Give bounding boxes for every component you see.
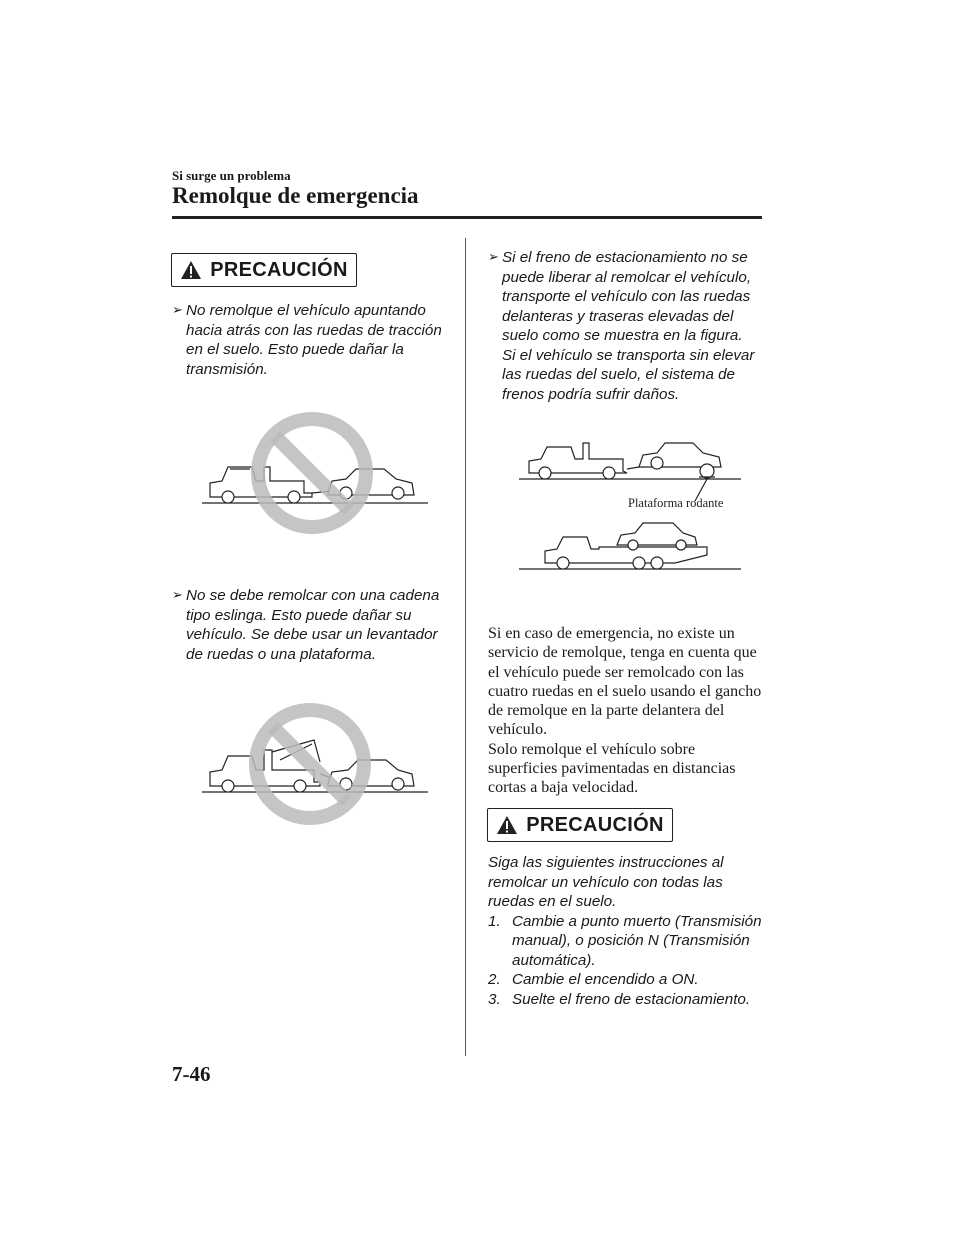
step-item (488, 990, 768, 1010)
page-title: Remolque de emergencia (172, 183, 419, 208)
triangle-bullet-icon: ➢ (172, 303, 183, 318)
triangle-bullet-icon: ➢ (488, 250, 499, 265)
instructions-intro: Siga las siguientes instrucciones al remolcar un vehículo con todas las ruedas en el suelo. (488, 854, 724, 910)
step-text: Cambie a punto muerto (Transmisión manual), o posición N (Transmisión automática). (512, 912, 762, 969)
caution-bullet-2 (172, 586, 444, 664)
bullet-text: Si el freno de estacionamiento no se puede liberar al remolcar el vehículo, transporte el vehículo con las ruedas delanteras y traseras elevadas del suelo como se muestra en la figura. Si el vehículo se transporta sin elevar las ruedas del suelo, el sistema de frenos podría sufrir daños. (502, 249, 755, 403)
step-item (488, 912, 768, 971)
caution-box-left (171, 253, 357, 287)
bullet-text: No se debe remolcar con una cadena tipo eslinga. Esto puede dañar su vehículo. Se debe usar un levantador de ruedas o una plataforma. (186, 587, 440, 663)
step-number: 3. (488, 990, 501, 1008)
body-paragraph-2: Solo remolque el vehículo sobre superficies pavimentadas en distancias cortas a baja velocidad. (488, 740, 736, 797)
step-number: 1. (488, 912, 501, 930)
figure-label-dolly: Plataforma rodante (628, 496, 724, 510)
step-text: Cambie el encendido a ON. (512, 971, 699, 988)
prohibited-icon (258, 419, 366, 527)
figure-prohibited-sling (200, 700, 430, 830)
section-label: Si surge un problema (172, 168, 291, 183)
caution-label-right: PRECAUCIÓN (526, 813, 664, 836)
triangle-bullet-icon: ➢ (172, 588, 183, 603)
tow-instructions (488, 853, 768, 1009)
column-divider (465, 238, 466, 1056)
caution-box-right (487, 808, 673, 842)
warning-triangle-icon (180, 260, 202, 280)
caution-label-left: PRECAUCIÓN (210, 258, 348, 281)
step-number: 2. (488, 971, 501, 988)
warning-triangle-icon (496, 815, 518, 835)
title-rule (172, 216, 762, 219)
step-item (488, 970, 768, 990)
bullet-text: No remolque el vehículo apuntando hacia atrás con las ruedas de tracción en el suelo. Esto puede dañar la transmisión. (186, 302, 442, 378)
page-number: 7-46 (172, 1062, 211, 1086)
step-text: Suelte el freno de estacionamiento. (512, 990, 751, 1008)
figure-prohibited-tow-rear (200, 405, 430, 545)
caution-bullet-3 (488, 248, 760, 404)
body-text (488, 624, 768, 798)
caution-bullet-1 (172, 301, 444, 379)
body-paragraph-1: Si en caso de emergencia, no existe un servicio de remolque, tenga en cuenta que el vehículo puede ser remolcado con las cuatro ruedas en el suelo usando el gancho de remolque en la parte delantera del vehículo. (488, 625, 762, 739)
